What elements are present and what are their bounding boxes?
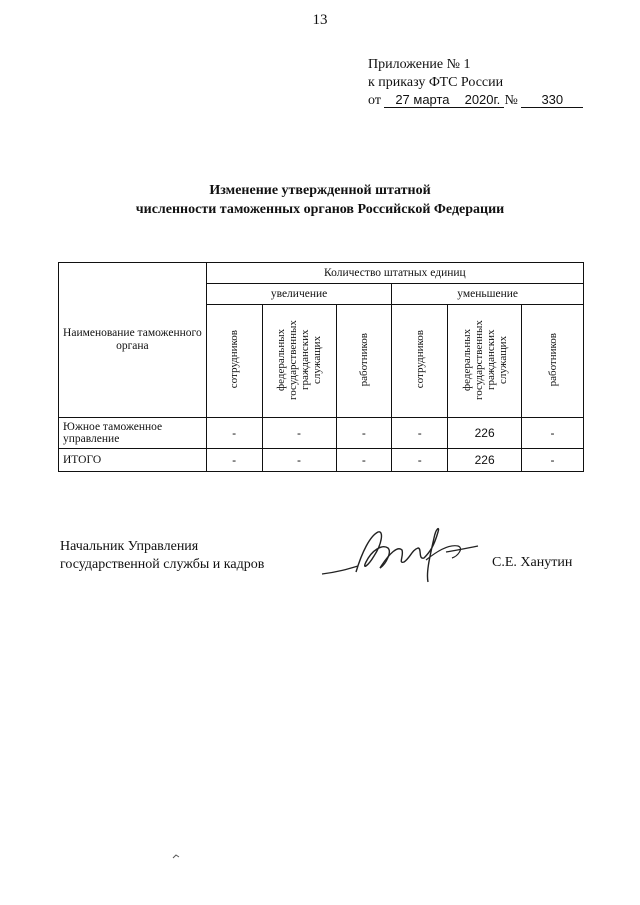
decrease-civil-servants-header: федеральных государственных гражданских служащих xyxy=(448,305,522,418)
table-cell: - xyxy=(206,449,262,472)
increase-employees-header: сотрудников xyxy=(206,305,262,418)
table-cell: - xyxy=(206,418,262,449)
name-column-header: Наименование таможенного органа xyxy=(59,263,207,418)
increase-workers-header: работников xyxy=(336,305,392,418)
order-day-month: 27 марта xyxy=(384,93,460,108)
handwritten-signature-icon xyxy=(318,522,488,592)
row-name: ИТОГО xyxy=(59,449,207,472)
quantity-header: Количество штатных единиц xyxy=(206,263,583,284)
table-cell: - xyxy=(262,418,336,449)
order-number: 330 xyxy=(521,93,583,108)
appendix-block xyxy=(368,56,583,110)
number-sign: № xyxy=(504,93,518,108)
appendix-date-line xyxy=(368,92,583,110)
title-line-2: численности таможенных органов Российской Федерации xyxy=(135,202,505,217)
signer-position xyxy=(60,538,264,574)
table-cell: 226 xyxy=(448,418,522,449)
table-cell: - xyxy=(392,449,448,472)
document-title xyxy=(0,181,640,219)
table-row xyxy=(59,449,584,472)
table-cell: - xyxy=(522,449,584,472)
appendix-title: Приложение № 1 xyxy=(368,57,471,72)
appendix-order-ref: к приказу ФТС России xyxy=(368,75,504,90)
table-row xyxy=(59,418,584,449)
decrease-employees-header: сотрудников xyxy=(392,305,448,418)
signer-position-line-2: государственной службы и кадров xyxy=(60,557,265,572)
table-cell: - xyxy=(336,449,392,472)
table-cell: - xyxy=(522,418,584,449)
page-number: 13 xyxy=(312,12,328,28)
table-cell: - xyxy=(262,449,336,472)
table-cell: 226 xyxy=(448,449,522,472)
title-line-1: Изменение утвержденной штатной xyxy=(209,183,431,198)
signer-position-line-1: Начальник Управления xyxy=(60,539,199,554)
scan-speck-icon xyxy=(170,848,184,862)
row-name: Южное таможенное управление xyxy=(59,418,207,449)
staff-change-table xyxy=(58,262,584,472)
increase-civil-servants-header: федеральных государственных гражданских служащих xyxy=(262,305,336,418)
order-year: 2020г. xyxy=(460,93,504,108)
decrease-workers-header: работников xyxy=(522,305,584,418)
from-prefix: от xyxy=(368,93,381,108)
table-cell: - xyxy=(392,418,448,449)
signer-name: С.Е. Ханутин xyxy=(492,555,573,570)
table-cell: - xyxy=(336,418,392,449)
decrease-header: уменьшение xyxy=(392,284,584,305)
increase-header: увеличение xyxy=(206,284,392,305)
